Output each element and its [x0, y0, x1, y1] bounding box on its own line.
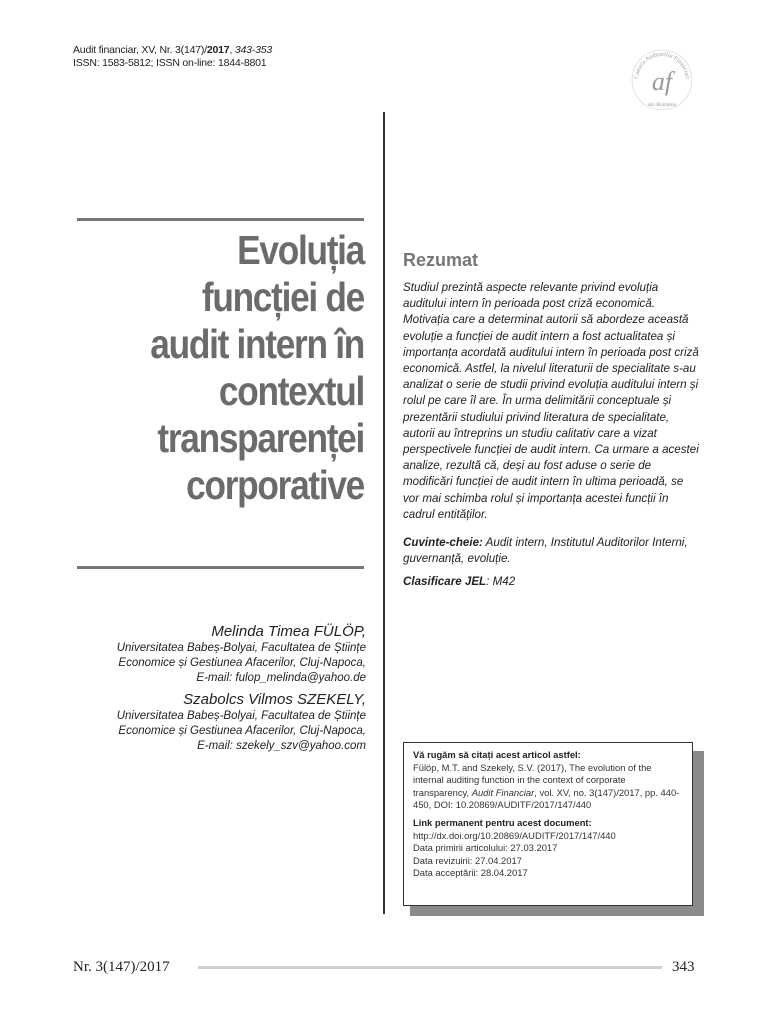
journal-header — [73, 44, 272, 70]
title-line: contextul — [218, 368, 364, 414]
svg-text:Camera Auditorilor Financiari: Camera Auditorilor Financiari — [633, 51, 690, 80]
author-entry — [100, 690, 366, 754]
title-bottom-rule — [77, 566, 364, 569]
author-affiliation: Economice și Gestiunea Afacerilor, Cluj-Napoca, — [118, 725, 366, 737]
column-divider — [383, 112, 385, 914]
date-revised: Data revizuirii: 27.04.2017 — [413, 854, 522, 866]
keywords-label: Cuvinte-cheie: — [403, 536, 483, 549]
author-affiliation: Universitatea Babeș-Bolyai, Facultatea de Științe — [116, 642, 366, 654]
title-line: funcției de — [201, 274, 364, 320]
title-line: corporative — [186, 462, 364, 508]
title-line: Evoluția — [237, 227, 364, 273]
citation-box — [403, 742, 693, 906]
cafr-logo-icon — [628, 44, 696, 112]
article-title — [117, 227, 364, 509]
footer-rule — [198, 966, 662, 969]
abstract-body: Studiul prezintă aspecte relevante privind evoluția auditului intern în perioada post criză economică. Motivația care a determinat autorii să abordeze această evoluție a funcției de audit intern a fost actualitatea și importanța acordată auditului intern în perioada post criză economică. Astfel, la nivelul literaturii de specialitate s-au analizat o serie de studii privind evoluția auditului intern și rolul pe care îl are. În urma delimitării conceptuale și prezentării studiului privind literatura de specialitate, autorii au întreprins un studiu calitativ care a vizat perspectivele funcției de audit intern. Ca urmare a acestei analize, rezultă că, deși au fost aduse o serie de modificări funcției de audit intern în ultima perioadă, se vor mai schimba rolul și importanța acestei funcții în cadrul entităților. — [403, 281, 699, 521]
abstract-heading: Rezumat — [403, 250, 479, 270]
keywords-text: Audit intern, Institutul Auditorilor Interni, guvernanță, evoluție. — [403, 536, 688, 566]
author-name: Szabolcs Vilmos SZEKELY, — [183, 691, 366, 708]
keywords — [403, 535, 700, 567]
author-affiliation: Economice și Gestiunea Afacerilor, Cluj-Napoca, — [118, 657, 366, 669]
author-entry — [100, 622, 366, 686]
date-received: Data primirii articolului: 27.03.2017 — [413, 842, 558, 854]
footer-issue: Nr. 3(147)/2017 — [73, 959, 170, 975]
permalink-heading: Link permanent pentru acest document: — [413, 816, 592, 828]
title-line: transparenței — [157, 415, 364, 461]
author-email: E-mail: szekely_szv@yahoo.com — [197, 740, 366, 752]
jel-classification — [403, 574, 700, 590]
title-top-rule — [77, 218, 364, 221]
journal-citation-line: Audit financiar, XV, Nr. 3(147)/2017, 343-353 — [73, 44, 273, 56]
author-email: E-mail: fulop_melinda@yahoo.de — [196, 672, 366, 684]
jel-code: : M42 — [486, 575, 516, 588]
page-number: 343 — [672, 959, 695, 975]
citation-text: Fülöp, M.T. and Szekely, S.V. (2017), The evolution of the internal auditing function in the context of corporate transparency, Audit Financiar, vol. XV, no. 3(147)/2017, pp. 440-450, DOI: 10.20869/AUDITF/2017/147/440 — [413, 761, 680, 811]
svg-text:af: af — [651, 67, 673, 96]
author-name: Melinda Timea FÜLÖP, — [211, 623, 366, 640]
title-line: audit intern în — [150, 321, 364, 367]
author-affiliation: Universitatea Babeș-Bolyai, Facultatea de Științe — [116, 710, 366, 722]
svg-text:din România: din România — [647, 102, 677, 108]
permalink[interactable]: http://dx.doi.org/10.20869/AUDITF/2017/147/440 — [413, 829, 616, 841]
jel-label: Clasificare JEL — [403, 575, 487, 588]
citation-heading: Vă rugăm să citați acest articol astfel: — [413, 749, 581, 760]
issn-line: ISSN: 1583-5812; ISSN on-line: 1844-8801 — [73, 57, 267, 69]
authors-block — [100, 622, 366, 754]
date-accepted: Data acceptării: 28.04.2017 — [413, 867, 528, 879]
